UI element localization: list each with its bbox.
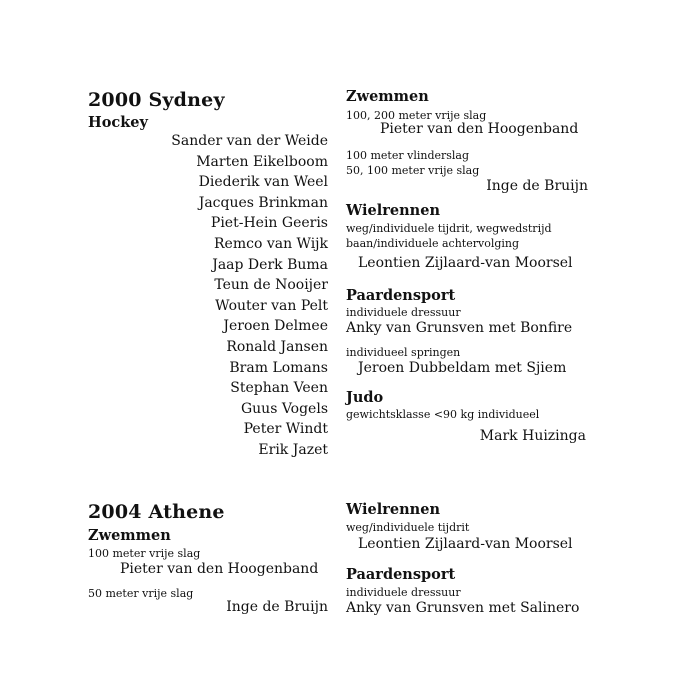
list-item: Jeroen Delmee [223,318,328,335]
athlete-name: Jeroen Dubbeldam met Sjiem [358,360,567,376]
list-item: Ronald Jansen [226,338,328,355]
list-item: Erik Jazet [258,441,328,458]
athlete-name: Leontien Zijlaard-van Moorsel [358,255,573,271]
event-label: 100 meter vlinderslag [346,149,470,162]
event-label: 100 meter vrije slag [88,547,201,560]
sydney-paardensport-heading: Paardensport [346,287,456,304]
sydney-judo-heading: Judo [346,389,384,406]
list-item: Wouter van Pelt [215,297,328,314]
event-label: baan/individuele achtervolging [346,237,520,250]
athlete-name: Anky van Grunsven met Salinero [346,600,580,616]
athene-zwemmen-heading: Zwemmen [88,527,171,544]
event-label: 100, 200 meter vrije slag [346,109,487,122]
list-item: Marten Eikelboom [196,153,328,170]
sydney-zwemmen-heading: Zwemmen [346,88,429,105]
list-item: Bram Lomans [229,359,328,376]
list-item: Sander van der Weide [171,133,328,149]
athlete-name: Pieter van den Hoogenband [120,561,319,577]
sydney-year-heading: 2000 Sydney [88,89,225,111]
hockey-player-list [120,131,328,461]
list-item: Jacques Brinkman [198,194,328,211]
list-item: Peter Windt [243,421,328,438]
event-label: 50 meter vrije slag [88,587,194,600]
event-label: individuele dressuur [346,586,461,599]
event-label: weg/individuele tijdrit, wegwedstrijd [346,222,552,235]
event-label: individueel springen [346,346,461,359]
event-label: gewichtsklasse <90 kg individueel [346,408,540,421]
athlete-name: Mark Huizinga [479,428,586,444]
athlete-name: Anky van Grunsven met Bonfire [346,320,573,336]
athlete-name: Inge de Bruijn [226,599,328,615]
athlete-name: Inge de Bruijn [486,178,588,194]
sydney-hockey-heading: Hockey [88,114,148,131]
athene-year-heading: 2004 Athene [88,501,225,523]
list-item: Stephan Veen [230,380,328,397]
list-item: Remco van Wijk [214,235,328,252]
event-label: weg/individuele tijdrit [346,521,470,534]
list-item: Jaap Derk Buma [212,256,328,273]
athene-wielrennen-heading: Wielrennen [346,501,440,518]
list-item: Piet-Hein Geeris [210,215,328,232]
list-item: Teun de Nooijer [214,277,328,294]
event-label: individuele dressuur [346,306,461,319]
list-item: Diederik van Weel [198,174,328,191]
sydney-wielrennen-heading: Wielrennen [346,202,440,219]
athlete-name: Leontien Zijlaard-van Moorsel [358,536,573,552]
athlete-name: Pieter van den Hoogenband [380,121,579,137]
event-label: 50, 100 meter vrije slag [346,164,480,177]
list-item: Guus Vogels [240,400,328,417]
athene-paardensport-heading: Paardensport [346,566,456,583]
